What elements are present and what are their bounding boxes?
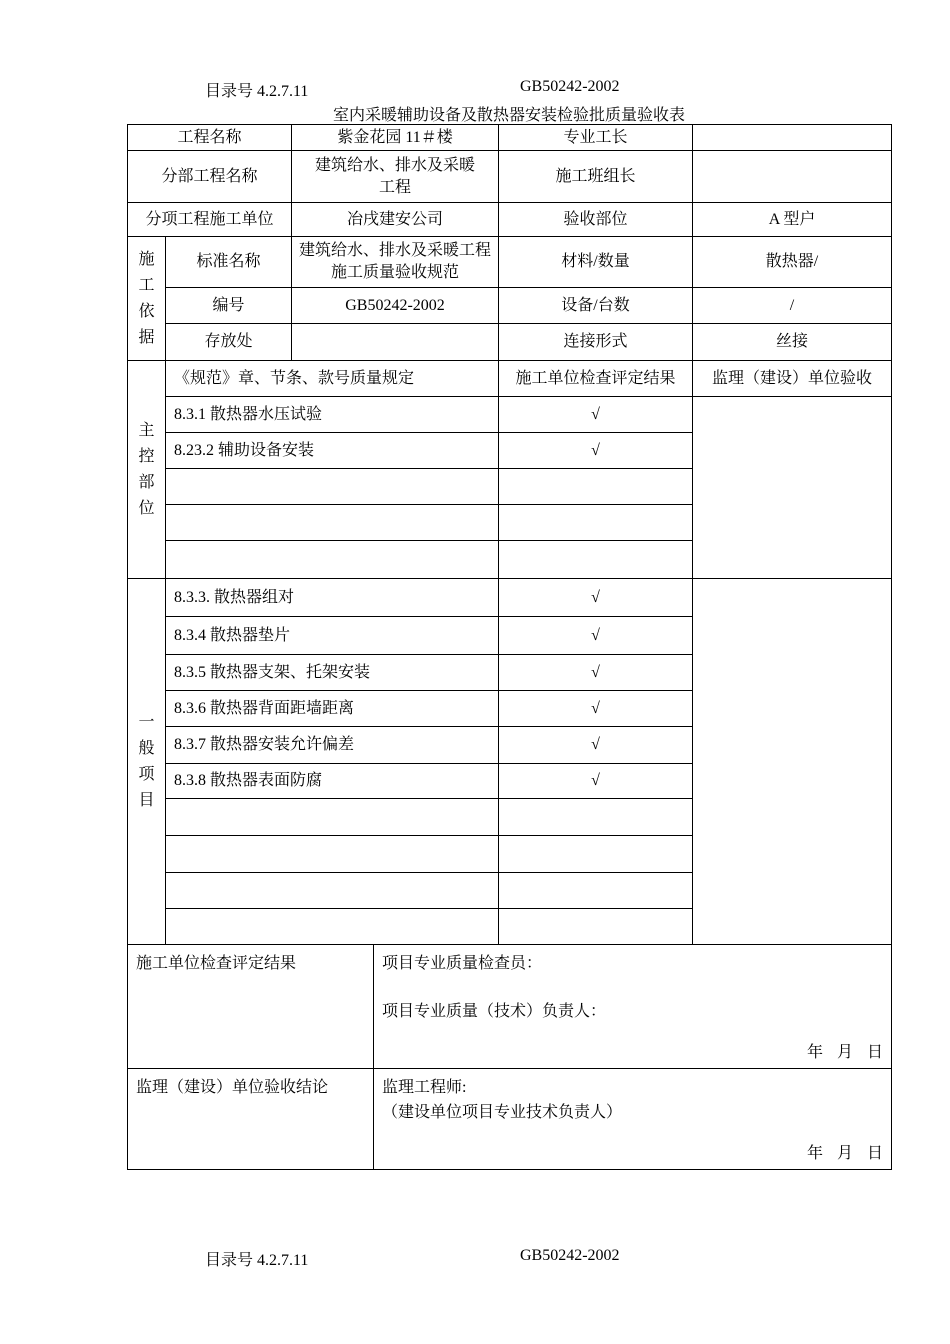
construction-basis-label: 施 工 依 据 <box>128 237 166 361</box>
general-item-spec[interactable] <box>166 799 499 836</box>
main-item-result[interactable]: √ <box>499 397 693 433</box>
foreman-value[interactable] <box>693 125 892 151</box>
row-standard-name <box>128 237 892 288</box>
contractor-result-column-header: 施工单位检查评定结果 <box>499 361 693 397</box>
general-supervisor-cell[interactable] <box>693 579 892 945</box>
standard-name-value: 建筑给水、排水及采暖工程施工质量验收规范 <box>292 237 499 288</box>
supervisor-date: 年 月 日 <box>806 1145 884 1162</box>
inspection-form-table <box>127 124 892 1170</box>
general-item-spec[interactable] <box>166 873 499 909</box>
contractor-signature-cell[interactable] <box>374 945 892 1069</box>
contractor-date: 年 月 日 <box>806 1044 884 1061</box>
footer-standard-code: GB50242-2002 <box>520 1247 620 1264</box>
code-label: 编号 <box>166 288 292 324</box>
quality-inspector-label: 项目专业质量检查员： <box>382 955 543 972</box>
contractor-label: 分项工程施工单位 <box>128 203 292 237</box>
row-project-name <box>128 125 892 151</box>
general-item-spec[interactable] <box>166 909 499 945</box>
main-item-result[interactable] <box>499 469 693 505</box>
general-item-result[interactable]: √ <box>499 691 693 727</box>
contractor-conclusion-label: 施工单位检查评定结果 <box>128 945 374 1069</box>
equipment-value: / <box>693 288 892 324</box>
supervising-engineer-label: 监理工程师: <box>382 1079 467 1096</box>
owner-representative-label: （建设单位项目专业技术负责人） <box>382 1104 623 1121</box>
code-value: GB50242-2002 <box>292 288 499 324</box>
main-item-result[interactable] <box>499 541 693 579</box>
sub-project-label: 分部工程名称 <box>128 151 292 203</box>
general-item-spec: 8.3.5 散热器支架、托架安装 <box>166 655 499 691</box>
general-item-spec: 8.3.8 散热器表面防腐 <box>166 764 499 799</box>
general-item-spec[interactable] <box>166 836 499 873</box>
general-item-result[interactable]: √ <box>499 764 693 799</box>
spec-column-header: 《规范》章、节条、款号质量规定 <box>166 361 499 397</box>
connection-value: 丝接 <box>693 324 892 361</box>
table-row <box>128 579 892 617</box>
main-supervisor-cell[interactable] <box>693 397 892 579</box>
row-sub-project <box>128 151 892 203</box>
inspect-part-value: A 型户 <box>693 203 892 237</box>
general-item-result[interactable] <box>499 799 693 836</box>
team-leader-label: 施工班组长 <box>499 151 693 203</box>
storage-label: 存放处 <box>166 324 292 361</box>
general-item-result[interactable]: √ <box>499 727 693 764</box>
standard-name-label: 标准名称 <box>166 237 292 288</box>
general-item-result[interactable] <box>499 909 693 945</box>
sub-project-value: 建筑给水、排水及采暖工程 <box>292 151 499 203</box>
equipment-label: 设备/台数 <box>499 288 693 324</box>
general-item-result[interactable] <box>499 836 693 873</box>
project-name-label: 工程名称 <box>128 125 292 151</box>
material-value: 散热器/ <box>693 237 892 288</box>
main-item-spec[interactable] <box>166 469 499 505</box>
row-storage <box>128 324 892 361</box>
form-title: 室内采暖辅助设备及散热器安装检验批质量验收表 <box>332 107 685 124</box>
connection-label: 连接形式 <box>499 324 693 361</box>
contractor-conclusion-row <box>128 945 892 1069</box>
supervisor-conclusion-label: 监理（建设）单位验收结论 <box>128 1069 374 1170</box>
general-item-spec: 8.3.7 散热器安装允许偏差 <box>166 727 499 764</box>
main-item-spec: 8.23.2 辅助设备安装 <box>166 433 499 469</box>
row-code <box>128 288 892 324</box>
general-item-result[interactable] <box>499 873 693 909</box>
row-contractor <box>128 203 892 237</box>
foreman-label: 专业工长 <box>499 125 693 151</box>
general-item-result[interactable]: √ <box>499 579 693 617</box>
standard-code: GB50242-2002 <box>520 78 620 95</box>
main-item-spec: 8.3.1 散热器水压试验 <box>166 397 499 433</box>
project-name-value: 紫金花园 11＃楼 <box>292 125 499 151</box>
general-item-result[interactable]: √ <box>499 655 693 691</box>
material-label: 材料/数量 <box>499 237 693 288</box>
team-leader-value[interactable] <box>693 151 892 203</box>
general-item-spec: 8.3.3. 散热器组对 <box>166 579 499 617</box>
storage-value[interactable] <box>292 324 499 361</box>
inspect-part-label: 验收部位 <box>499 203 693 237</box>
supervisor-conclusion-row <box>128 1069 892 1170</box>
table-row <box>128 397 892 433</box>
main-item-result[interactable] <box>499 505 693 541</box>
general-items-label: 一 般 项 目 <box>128 579 166 945</box>
contractor-value: 冶戌建安公司 <box>292 203 499 237</box>
general-item-result[interactable]: √ <box>499 617 693 655</box>
main-item-result[interactable]: √ <box>499 433 693 469</box>
technical-lead-label: 项目专业质量（技术）负责人： <box>382 1003 607 1020</box>
catalog-number: 目录号 4.2.7.11 <box>205 83 309 100</box>
footer-catalog-number: 目录号 4.2.7.11 <box>205 1252 309 1269</box>
main-item-spec[interactable] <box>166 541 499 579</box>
supervisor-signature-cell[interactable] <box>374 1069 892 1170</box>
general-item-spec: 8.3.4 散热器垫片 <box>166 617 499 655</box>
general-item-spec: 8.3.6 散热器背面距墙距离 <box>166 691 499 727</box>
main-item-spec[interactable] <box>166 505 499 541</box>
column-header-row <box>128 361 892 397</box>
main-control-label: 主 控 部 位 <box>128 361 166 579</box>
supervisor-column-header: 监理（建设）单位验收 <box>693 361 892 397</box>
